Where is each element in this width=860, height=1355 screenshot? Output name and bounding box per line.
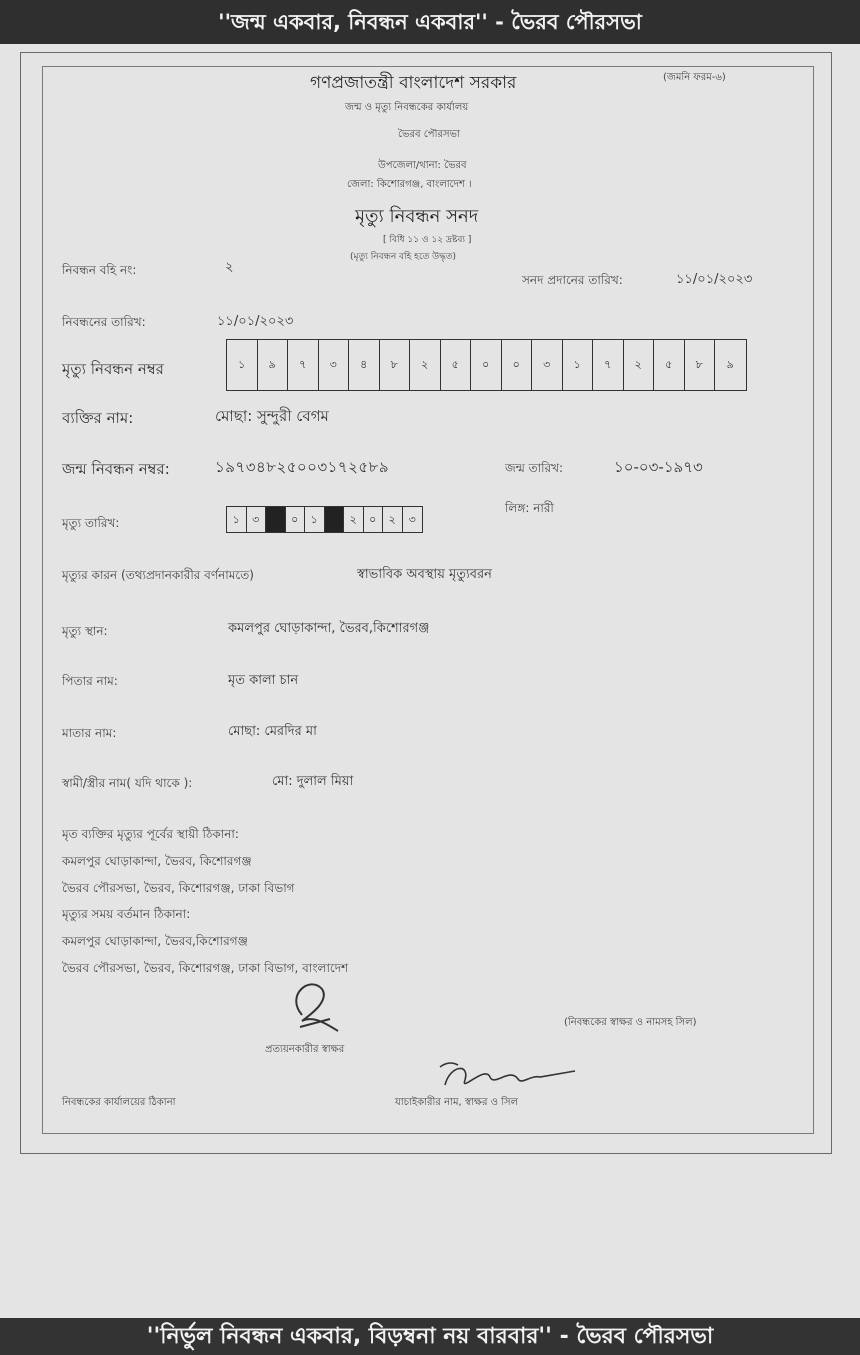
death-reg-digit-cell: ২: [624, 340, 655, 390]
deceased-name: মোছা: সুন্দুরী বেগম: [215, 407, 329, 425]
death-reg-digit-cell: ১: [563, 340, 594, 390]
office-address-label: নিবন্ধকের কার্যালয়ের ঠিকানা: [62, 1097, 176, 1108]
death-reg-digit-cell: ১: [227, 340, 258, 390]
certifier-signature-label: প্রত্যয়নকারীর স্বাক্ষর: [265, 1044, 345, 1055]
cause-of-death: স্বাভাবিক অবস্থায় মৃত্যুবরন: [357, 567, 492, 582]
permanent-address-line-2: ভৈরব পৌরসভা, ভৈরব, কিশোরগঞ্জ, ঢাকা বিভাগ: [62, 881, 295, 895]
book-number: ২: [225, 260, 234, 275]
death-date-digit-cell: ৩: [408, 513, 416, 526]
registration-date-label: নিবন্ধনের তারিখ:: [62, 315, 146, 329]
permanent-address-label: মৃত ব্যক্তির মৃত্যুর পূর্বের স্থায়ী ঠিকানা:: [62, 827, 239, 841]
death-reg-digit-cell: ৭: [288, 340, 319, 390]
death-date-digit-cell: ৩: [247, 507, 267, 532]
death-reg-digit-cell: ৩: [319, 340, 350, 390]
death-date-digit-cell: ১: [227, 507, 247, 532]
spouse-name-label: স্বামী/স্ত্রীর নাম( যদি থাকে ):: [62, 776, 193, 790]
name-label: ব্যক্তির নাম:: [62, 409, 134, 427]
death-date-digit-cell: ০: [364, 507, 384, 532]
place-of-death-label: মৃত্যু স্থান:: [62, 624, 108, 638]
death-reg-digit-cell: ৫: [654, 340, 685, 390]
current-address-line-1: কমলপুর ঘোড়াকান্দা, ভৈরব,কিশোরগঞ্জ: [62, 934, 248, 948]
issue-date: ১১/০১/২০২৩: [676, 272, 753, 287]
death-date-grid: [226, 506, 423, 533]
death-reg-digit-cell: ৪: [349, 340, 380, 390]
office-name: জন্ম ও মৃত্যু নিবন্ধকের কার্যালয়: [345, 102, 469, 113]
date-separator-cell: [266, 507, 286, 532]
district: জেলা: কিশোরগঞ্জ, বাংলাদেশ ।: [347, 179, 472, 190]
issue-date-label: সনদ প্রদানের তারিখ:: [522, 273, 623, 287]
death-reg-digit-cell: ০: [502, 340, 533, 390]
death-reg-digit-cell: ৭: [593, 340, 624, 390]
death-registration-number-grid: [226, 339, 747, 391]
rule-reference: [ বিধি ১১ ও ১২ দ্রষ্টব্য ]: [383, 235, 472, 245]
permanent-address-line-1: কমলপুর ঘোড়াকান্দা, ভৈরব, কিশোরগঞ্জ: [62, 854, 252, 868]
government-title: গণপ্রজাতন্ত্রী বাংলাদেশ সরকার: [310, 73, 517, 93]
death-reg-digit-cell: ৮: [380, 340, 411, 390]
verifier-signature-label: যাচাইকারীর নাম, স্বাক্ষর ও সিল: [395, 1097, 519, 1108]
death-reg-digit-cell: ৩: [532, 340, 563, 390]
death-reg-digit-cell: ৯: [258, 340, 289, 390]
death-date-digit-cell: ২: [383, 507, 403, 532]
book-number-label: নিবন্ধন বহি নং:: [62, 263, 137, 277]
mother-name: মোছা: মেরদির মা: [228, 724, 317, 739]
date-of-birth: ১০-০৩-১৯৭৩: [614, 458, 703, 476]
certificate-title: মৃত্যু নিবন্ধন সনদ: [355, 206, 479, 227]
form-number: (জমনি ফরম-৬): [663, 72, 726, 83]
death-reg-digit-cell: ২: [410, 340, 441, 390]
date-of-birth-label: জন্ম তারিখ:: [505, 461, 564, 475]
sex: লিঙ্গ: নারী: [505, 501, 554, 515]
cause-of-death-label: মৃত্যুর কারন (তথ্যপ্রদানকারীর বর্ণনামতে): [62, 568, 254, 582]
spouse-name: মো: দুলাল মিয়া: [272, 774, 354, 789]
mother-name-label: মাতার নাম:: [62, 726, 117, 740]
death-date-digit-cell: ০: [286, 507, 306, 532]
death-reg-digit-cell: ৯: [726, 358, 734, 371]
current-address-label: মৃত্যুর সময় বর্তমান ঠিকানা:: [62, 907, 191, 921]
death-reg-digit-cell: ৫: [441, 340, 472, 390]
death-date-digit-cell: ১: [305, 507, 325, 532]
death-reg-digit-cell: ০: [471, 340, 502, 390]
municipality-name: ভৈরব পৌরসভা: [398, 129, 460, 140]
current-address-line-2: ভৈরব পৌরসভা, ভৈরব, কিশোরগঞ্জ, ঢাকা বিভাগ, বাংলাদেশ: [62, 961, 349, 975]
date-separator-cell: [325, 507, 345, 532]
top-banner: ''জন্ম একবার, নিবন্ধন একবার'' - ভৈরব পৌরসভা: [0, 0, 860, 44]
upazila: উপজেলা/থানা: ভৈরব: [378, 160, 467, 171]
bottom-banner: ''নির্ভুল নিবন্ধন একবার, বিড়ম্বনা নয় বারবার'' - ভৈরব পৌরসভা: [0, 1318, 860, 1355]
death-registration-number-label: মৃত্যু নিবন্ধন নম্বর: [62, 360, 164, 378]
registration-date: ১১/০১/২০২৩: [217, 314, 294, 329]
birth-registration-number: ১৯৭৩৪৮২৫০০৩১৭২৫৮৯: [215, 458, 390, 476]
birth-registration-number-label: জন্ম নিবন্ধন নম্বর:: [62, 460, 170, 478]
certifier-signature: [280, 975, 360, 1035]
place-of-death: কমলপুর ঘোড়াকান্দা, ভৈরব,কিশোরগঞ্জ: [228, 621, 430, 636]
death-date-label: মৃত্যু তারিখ:: [62, 516, 120, 530]
registrar-sign-seal-label: (নিবন্ধকের স্বাক্ষর ও নামসহ সিল): [564, 1017, 697, 1028]
father-name-label: পিতার নাম:: [62, 674, 118, 688]
father-name: মৃত কালা চান: [228, 673, 299, 688]
source-note: (মৃত্যু নিবন্ধন বহি হতে উদ্ধৃত): [350, 252, 457, 262]
death-date-digit-cell: ২: [344, 507, 364, 532]
verifier-signature: [430, 1055, 580, 1100]
death-reg-digit-cell: ৮: [685, 340, 716, 390]
